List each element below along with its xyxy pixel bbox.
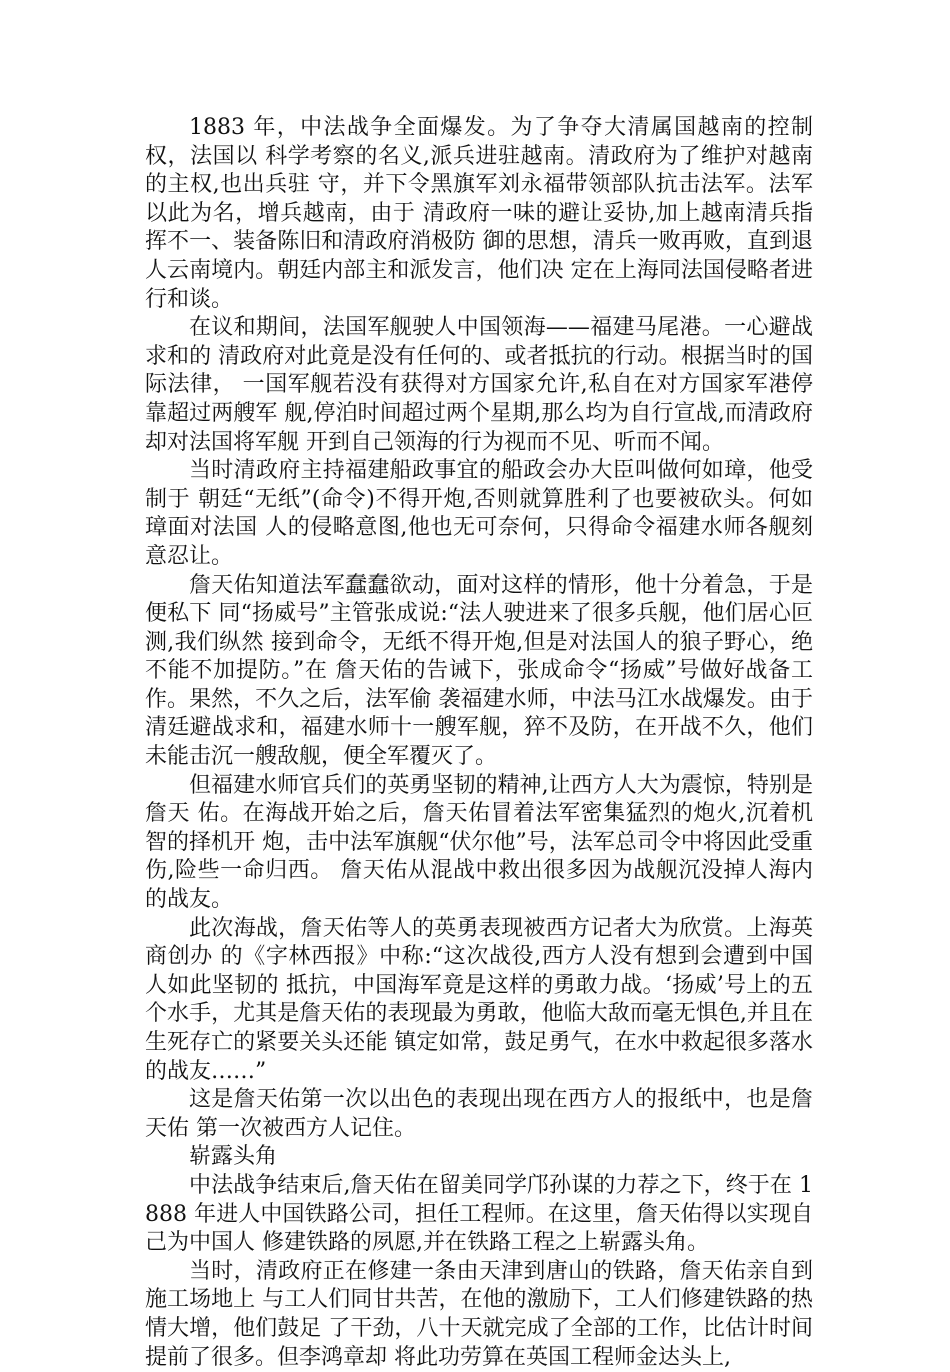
paragraph-6: 此次海战，詹天佑等人的英勇表现被西方记者大为欣赏。上海英商创办 的《字林西报》中称:“这次战役,西方人没有想到会遭到中国人如此坚韧的 抵抗，中国海军竟是这样的勇敢力战。‘扬威’号上的五个水手，尤其是詹天佑的表现最为勇敢，他临大敌而毫无惧色,并且在生死存亡的紧要关头还能 镇定如常，鼓足勇气，在水中救起很多落水的战友……”: [145, 915, 813, 1084]
paragraph-1: 1883 年，中法战争全面爆发。为了争夺大清属国越南的控制权，法国以 科学考察的名义,派兵进驻越南。清政府为了维护对越南的主权,也出兵驻 守，并下令黑旗军刘永福带领部队抗击法军。法军以此为名，增兵越南，由于 清政府一味的避让妥协,加上越南清兵指挥不一、装备陈旧和清政府消极防 御的思想，清兵一败再败，直到退人云南境内。朝廷内部主和派发言，他们决 定在上海同法国侵略者进行和谈。: [145, 115, 813, 312]
paragraph-7: 这是詹天佑第一次以出色的表现出现在西方人的报纸中，也是詹天佑 第一次被西方人记住。: [145, 1087, 813, 1141]
paragraph-4: 詹天佑知道法军蠢蠢欲动，面对这样的情形，他十分着急，于是便私下 同“扬威号”主管张成说:“法人驶进来了很多兵舰，他们居心叵测,我们纵然 接到命令，无纸不得开炮,但是对法国人的狼子野心，绝不能不加提防。”在 詹天佑的告诫下，张成命令“扬威”号做好战备工作。果然，不久之后，法军偷 袭福建水师，中法马江水战爆发。由于清廷避战求和，福建水师十一艘军舰，猝不及防，在开战不久，他们未能击沉一艘敌舰，便全军覆灭了。: [145, 572, 813, 770]
paragraph-2: 在议和期间，法国军舰驶人中国领海——福建马尾港。一心避战求和的 清政府对此竟是没有任何的、或者抵抗的行动。根据当时的国际法律， 一国军舰若没有获得对方国家允许,私自在对方国家军港停靠超过两艘军 舰,停泊时间超过两个星期,那么均为自行宣战,而清政府却对法国将军舰 开到自己领海的行为视而不见、听而不闻。: [145, 315, 813, 455]
section-heading: 崭露头角: [189, 1144, 278, 1170]
paragraph-9: 当时，清政府正在修建一条由天津到唐山的铁路，詹天佑亲自到施工场地上 与工人们同甘共苦，在他的激励下，工人们修建铁路的热情大增，他们鼓足 了干劲，八十天就完成了全部的工作，比估计时间提前了很多。但李鸿章却 将此功劳算在英国工程师金达头上,: [145, 1258, 813, 1370]
paragraph-8: 中法战争结束后,詹天佑在留美同学邝孙谋的力荐之下，终于在 1888 年进人中国铁路公司，担任工程师。在这里，詹天佑得以实现自己为中国人 修建铁路的夙愿,并在铁路工程之上崭露头角。: [145, 1172, 813, 1256]
document-body: [145, 114, 813, 1372]
paragraph-3: 当时清政府主持福建船政事宜的船政会办大臣叫做何如璋，他受制于 朝廷“无纸”(命令)不得开炮,否则就算胜利了也要被砍头。何如璋面对法国 人的侵略意图,他也无可奈何，只得命令福建水师各舰刻意忍让。: [145, 458, 813, 569]
paragraph-5: 但福建水师官兵们的英勇坚韧的精神,让西方人大为震惊，特别是詹天 佑。在海战开始之后，詹天佑冒着法军密集猛烈的炮火,沉着机智的择机开 炮，击中法军旗舰“伏尔他”号，法军总司令中将因此受重伤,险些一命归西。 詹天佑从混战中救出很多因为战舰沉没掉人海内的战友。: [145, 772, 813, 913]
